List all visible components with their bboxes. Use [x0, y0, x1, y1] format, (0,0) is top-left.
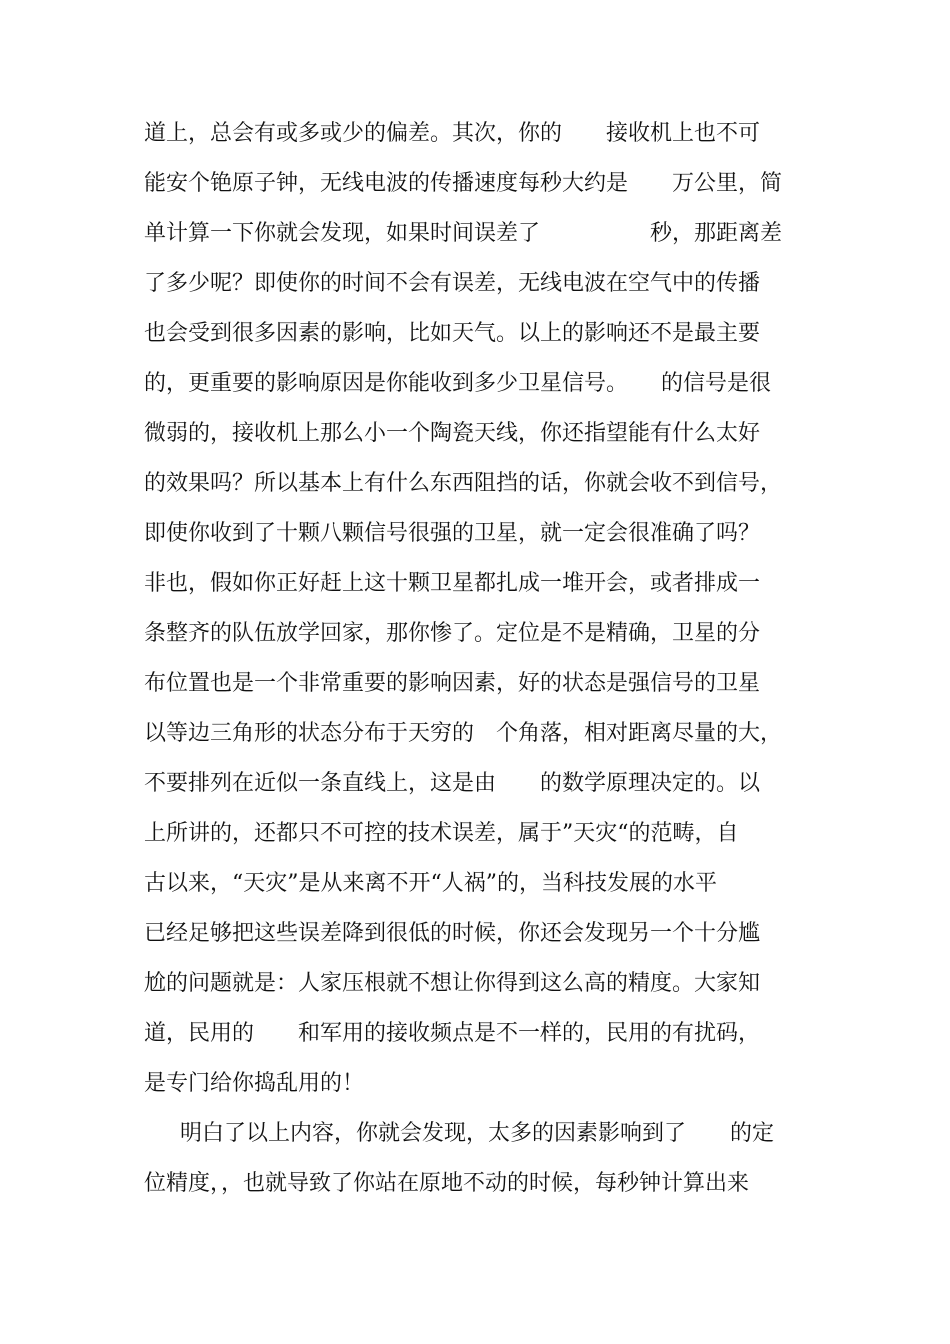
text-line: 位精度，，也就导致了你站在原地不动的时候，每秒钟计算出来 — [144, 1171, 750, 1196]
text-line: 非也，假如你正好赶上这十颗卫星都扎成一堆开会，或者排成一 — [144, 571, 761, 596]
text-line: 是专门给你捣乱用的！ — [144, 1071, 365, 1096]
text-line: 道上，总会有或多或少的偏差。其次，你的 接收机上也不可 — [144, 121, 761, 146]
text-line: 能安个铯原子钟，无线电波的传播速度每秒大约是 万公里，简 — [144, 171, 783, 196]
text-line: 的效果吗？所以基本上有什么东西阻挡的话，你就会收不到信号， — [144, 471, 783, 496]
text-line: 也会受到很多因素的影响，比如天气。以上的影响还不是最主要 — [144, 321, 761, 346]
text-line: 道，民用的 和军用的接收频点是不一样的，民用的有扰码， — [144, 1021, 761, 1046]
text-line: 微弱的，接收机上那么小一个陶瓷天线，你还指望能有什么太好 — [144, 421, 761, 446]
text-line: 的，更重要的影响原因是你能收到多少卫星信号。 的信号是很 — [144, 371, 772, 396]
text-line: 布位置也是一个非常重要的影响因素，好的状态是强信号的卫星 — [144, 671, 761, 696]
text-line: 不要排列在近似一条直线上，这是由 的数学原理决定的。以 — [144, 771, 761, 796]
text-line: 即使你收到了十颗八颗信号很强的卫星，就一定会很准确了吗？ — [144, 521, 761, 546]
text-line: 古以来，“天灾”是从来离不开“人祸”的，当科技发展的水平 — [144, 871, 717, 896]
text-line: 条整齐的队伍放学回家，那你惨了。定位是不是精确，卫星的分 — [144, 621, 761, 646]
text-line: 尬的问题就是：人家压根就不想让你得到这么高的精度。大家知 — [144, 971, 761, 996]
text-line: 以等边三角形的状态分布于天穷的 个角落，相对距离尽量的大， — [144, 721, 783, 746]
text-line: 单计算一下你就会发现，如果时间误差了 秒，那距离差 — [144, 221, 783, 246]
paragraph-first-line: 明白了以上内容，你就会发现，太多的因素影响到了 的定 — [180, 1121, 775, 1146]
text-line: 了多少呢？即使你的时间不会有误差，无线电波在空气中的传播 — [144, 271, 761, 296]
text-line: 上所讲的，还都只不可控的技术误差，属于”天灾“的范畴，自 — [144, 821, 739, 846]
text-line: 已经足够把这些误差降到很低的时候，你还会发现另一个十分尴 — [144, 921, 761, 946]
